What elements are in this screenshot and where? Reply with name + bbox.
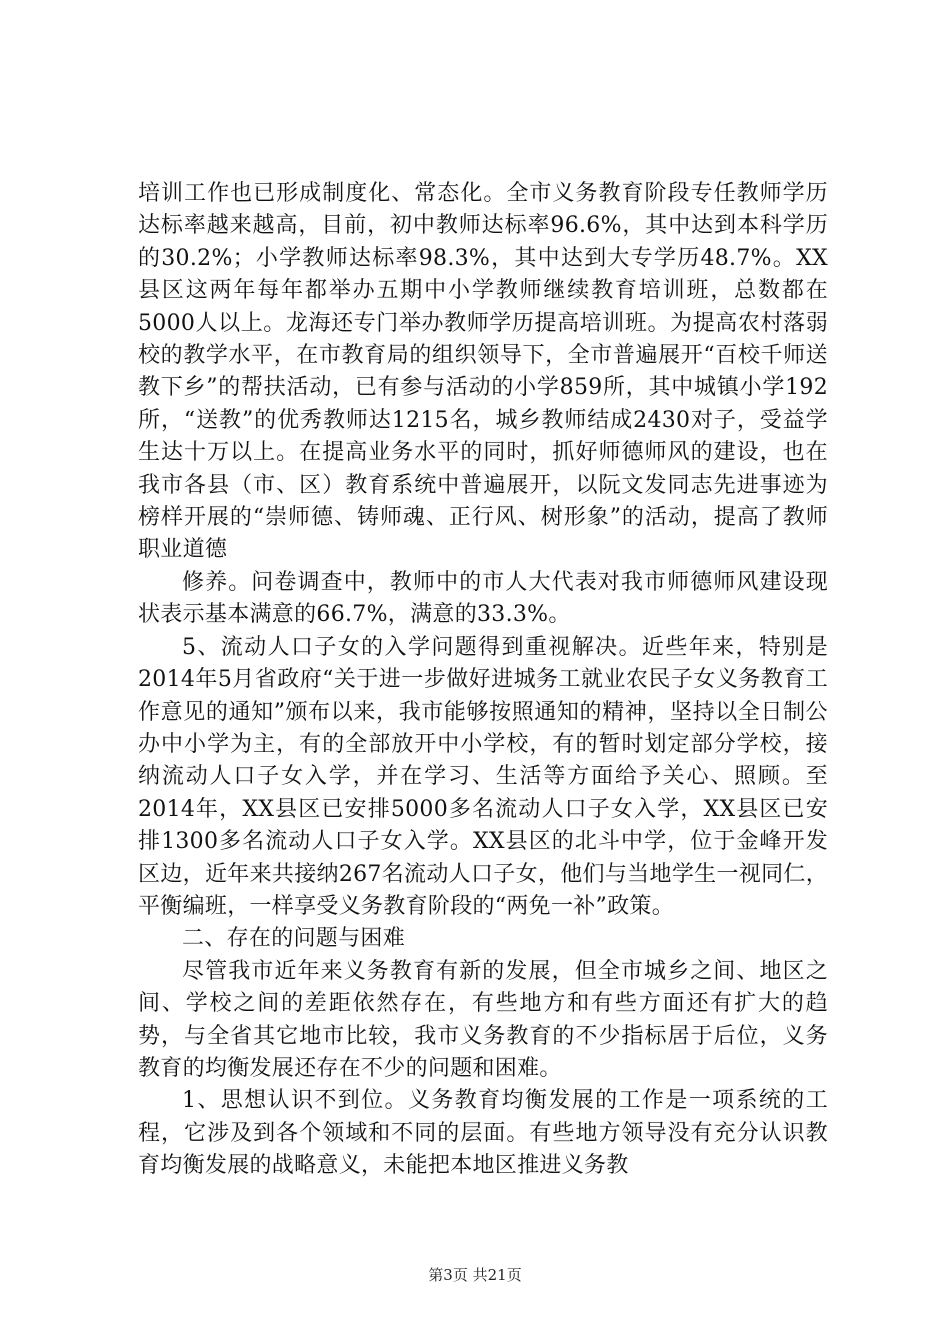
paragraph: 修养。问卷调查中，教师中的市人大代表对我市师德师风建设现状表示基本满意的66.7%，满意的33.3%。 <box>138 569 828 628</box>
section-heading: 二、存在的问题与困难 <box>182 926 406 952</box>
paragraph: 培训工作也已形成制度化、常态化。全市义务教育阶段专任教师学历达标率越来越高，目前，初中教师达标率96.6%，其中达到本科学历的30.2%；小学教师达标率98.3%，其中达到大专学历48.7%。XX县区这两年每年都举办五期中小学教师继续教育培训班，总数都在5000人以上。龙海还专门举办教师学历提高培训班。为提高农村落弱校的教学水平，在市教育局的组织领导下，全市普遍展开“百校千师送教下乡”的帮扶活动，已有参与活动的小学859所，其中城镇小学192所，“送教”的优秀教师达1215名，城乡教师结成2430对子，受益学生达十万以上。在提高业务水平的同时，抓好师德师风的建设，也在我市各县（市、区）教育系统中普遍展开，以阮文发同志先进事迹为榜样开展的“崇师德、铸师魂、正行风、树形象”的活动，提高了教师职业道德 <box>138 181 828 563</box>
page-number-footer: 第3页 共21页 <box>428 1266 522 1284</box>
paragraph: 1、思想认识不到位。义务教育均衡发展的工作是一项系统的工程，它涉及到各个领域和不同的层面。有些地方领导没有充分认识教育均衡发展的战略意义，未能把本地区推进义务教 <box>138 1088 828 1179</box>
body-text <box>138 178 828 1183</box>
paragraph: 尽管我市近年来义务教育有新的发展，但全市城乡之间、地区之间、学校之间的差距依然存在，有些地方和有些方面还有扩大的趋势，与全省其它地市比较，我市义务教育的不少指标居于后位，义务教育的均衡发展还存在不少的问题和困难。 <box>138 958 828 1081</box>
paragraph: 5、流动人口子女的入学问题得到重视解决。近些年来，特别是2014年5月省政府“关于进一步做好进城务工就业农民子女义务教育工作意见的通知”颁布以来，我市能够按照通知的精神，坚持以全日制公办中小学为主，有的全部放开中小学校，有的暂时划定部分学校，接纳流动人口子女入学，并在学习、生活等方面给予关心、照顾。至2014年，XX县区已安排5000多名流动人口子女入学，XX县区已安排1300多名流动人口子女入学。XX县区的北斗中学，位于金峰开发区边，近年来共接纳267名流动人口子女，他们与当地学生一视同仁，平衡编班，一样享受义务教育阶段的“两免一补”政策。 <box>138 634 828 919</box>
